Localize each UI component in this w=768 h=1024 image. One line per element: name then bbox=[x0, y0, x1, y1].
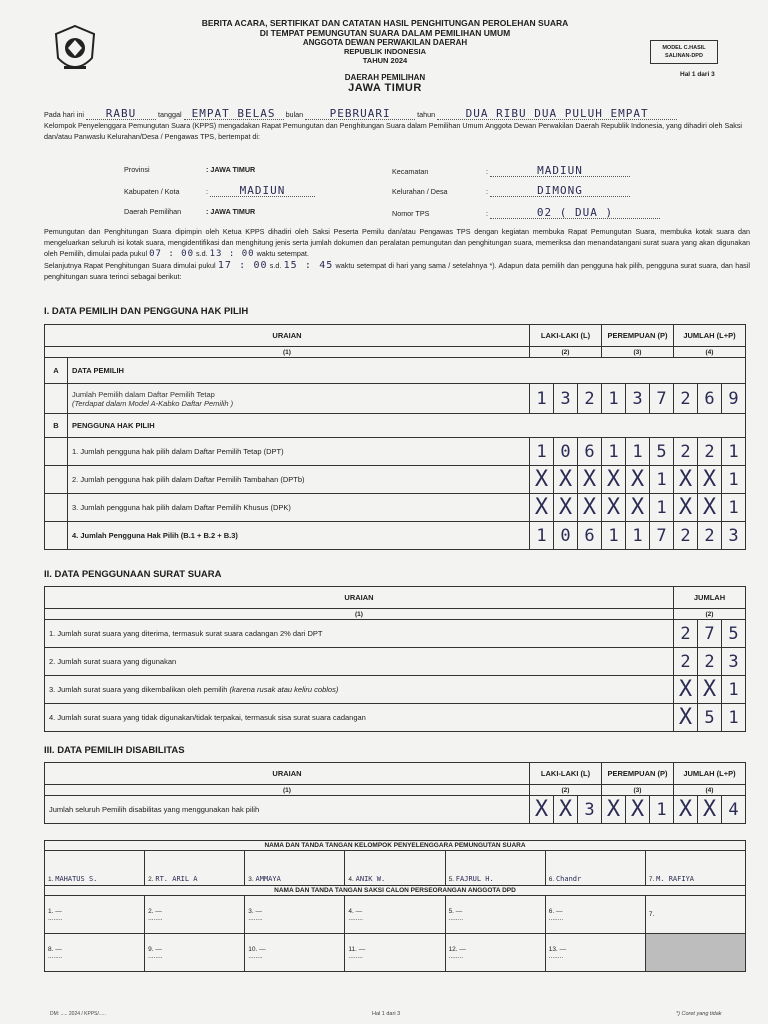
digit-cell: 6 bbox=[578, 438, 602, 466]
count-start-time: 17 : 00 bbox=[217, 260, 268, 271]
signature-name: RT. ARIL A bbox=[155, 875, 198, 883]
digit-cell: X bbox=[602, 796, 626, 824]
saksi-signature-2[interactable] bbox=[145, 896, 245, 934]
digit-cell: X bbox=[530, 494, 554, 522]
year-field: DUA RIBU DUA PULUH EMPAT bbox=[437, 108, 677, 120]
signature-dots: ........ bbox=[548, 914, 564, 922]
signature-number: 13. bbox=[548, 945, 558, 953]
digit-cell: X bbox=[674, 704, 698, 732]
signature-dots: ........ bbox=[448, 914, 464, 922]
waktu-label: waktu setempat. bbox=[256, 249, 309, 258]
dapil-row bbox=[124, 207, 255, 216]
intro-paragraph: Kelompok Penyelenggara Pemungutan Suara (KPPS) mengadakan Rapat Pemungutan dan Penghitungan Suara dalam Pemilihan Umum Anggota Dewan Perwakilan Daerah Republik Indonesia, yang dihadiri oleh Saksi dan/atau Panwaslu Kelurahan/Desa / Pengawas TPS, bertempat di: bbox=[44, 121, 743, 141]
section-1-table bbox=[44, 324, 746, 550]
digit-cell: X bbox=[626, 494, 650, 522]
signature-name: FAJRUL H. bbox=[455, 875, 494, 883]
digit-cell: 2 bbox=[674, 384, 698, 414]
kpps-signature-6[interactable] bbox=[545, 851, 645, 886]
surat-row-4-label: 4. Jumlah surat suara yang tidak digunakan/tidak terpakai, termasuk sisa surat suara cadangan bbox=[45, 704, 674, 732]
signature-number: 2. bbox=[148, 907, 154, 915]
desa-label: Kelurahan / Desa bbox=[392, 187, 448, 196]
signature-dash: — bbox=[555, 907, 563, 915]
signature-dots: ........ bbox=[548, 952, 564, 960]
signature-dots: ........ bbox=[148, 914, 163, 922]
digit-cell: X bbox=[578, 466, 602, 494]
row-b-title: PENGGUNA HAK PILIH bbox=[68, 414, 746, 438]
kecamatan-label: Kecamatan bbox=[392, 167, 429, 176]
signature-number: 4. bbox=[348, 876, 354, 883]
tps-value: 02 ( DUA ) bbox=[490, 207, 660, 219]
digit-cell: X bbox=[626, 796, 650, 824]
sd-label: s.d. bbox=[196, 249, 208, 258]
digit-cell: 3 bbox=[578, 796, 602, 824]
digit-cell: 7 bbox=[650, 384, 674, 414]
saksi-signature-5[interactable] bbox=[445, 896, 545, 934]
signature-dash: — bbox=[358, 945, 366, 953]
col-jumlah-2: JUMLAH bbox=[674, 587, 746, 609]
intro-text bbox=[44, 108, 744, 142]
kecamatan-value: MADIUN bbox=[490, 165, 630, 177]
digit-cell: X bbox=[554, 466, 578, 494]
signature-number: 10. bbox=[248, 945, 258, 953]
dapil-value: : JAWA TIMUR bbox=[206, 207, 256, 216]
row-b3-label: 3. Jumlah pengguna hak pilih dalam Daftar Pemilih Khusus (DPK) bbox=[68, 494, 530, 522]
digit-cell: X bbox=[626, 466, 650, 494]
digit-cell: 3 bbox=[554, 384, 578, 414]
count-text-2: waktu setempat di hari yang sama / setelahnya *). Adapun data pemilih dan pengguna hak pilih, pengguna surat suara, dan hasil penghitungan suara terinci sebagai berikut: bbox=[44, 261, 750, 281]
signature-dash: — bbox=[55, 907, 62, 915]
digit-cell: X bbox=[698, 466, 722, 494]
signature-dots: ........ bbox=[48, 914, 63, 922]
count-end-time: 15 : 45 bbox=[283, 260, 334, 271]
col-num-3: (3) bbox=[602, 347, 674, 358]
signature-dash: — bbox=[459, 945, 466, 953]
day-field: RABU bbox=[86, 108, 156, 120]
kpps-signature-1[interactable] bbox=[45, 851, 145, 886]
col-laki: LAKI-LAKI (L) bbox=[530, 325, 602, 347]
row-a1-line2: (Terdapat dalam Model A-Kabko Daftar Pemilih ) bbox=[72, 398, 234, 408]
signature-table bbox=[44, 840, 746, 972]
saksi-signature-blank bbox=[645, 934, 745, 972]
col-num-3: (3) bbox=[602, 785, 674, 796]
kpps-signature-4[interactable] bbox=[345, 851, 445, 886]
kpu-logo-icon bbox=[50, 22, 100, 78]
kecamatan-row: Kecamatan : MADIUN bbox=[392, 165, 630, 177]
digit-cell: X bbox=[674, 494, 698, 522]
digit-cell: 1 bbox=[650, 796, 674, 824]
saksi-signature-1[interactable] bbox=[45, 896, 145, 934]
kabupaten-value: MADIUN bbox=[210, 185, 315, 197]
desa-row: Kelurahan / Desa : DIMONG bbox=[392, 185, 630, 197]
digit-cell: 1 bbox=[530, 384, 554, 414]
signature-number: 6. bbox=[548, 876, 555, 883]
signature-name: ANIK W. bbox=[355, 875, 386, 883]
footer-page: Hal 1 dari 3 bbox=[372, 1011, 401, 1017]
intro-label-year: tahun bbox=[417, 110, 436, 119]
digit-cell: X bbox=[554, 494, 578, 522]
col-num-4: (4) bbox=[674, 347, 746, 358]
signature-number: 5. bbox=[448, 876, 454, 883]
section-2-title: II. DATA PENGGUNAAN SURAT SUARA bbox=[44, 569, 222, 580]
col-num-2: (2) bbox=[530, 347, 602, 358]
title-line-4: REPUBLIK INDONESIA bbox=[343, 47, 427, 56]
col-uraian-3: URAIAN bbox=[45, 763, 530, 785]
model-box bbox=[650, 40, 718, 64]
digit-cell: 1 bbox=[626, 438, 650, 466]
signature-number: 1. bbox=[48, 876, 54, 883]
kabupaten-label: Kabupaten / Kota bbox=[124, 187, 180, 196]
region-value: JAWA TIMUR bbox=[348, 82, 422, 94]
disabilitas-row-label: Jumlah seluruh Pemilih disabilitas yang menggunakan hak pilih bbox=[45, 796, 530, 824]
saksi-signature-3[interactable] bbox=[245, 896, 345, 934]
kpps-signature-2[interactable] bbox=[145, 851, 245, 886]
signature-name: AMMAYA bbox=[255, 875, 281, 883]
document-header bbox=[150, 18, 620, 94]
row-a1-label bbox=[68, 384, 530, 414]
digit-cell: 3 bbox=[722, 522, 746, 550]
col-num-2: (2) bbox=[530, 785, 602, 796]
digit-cell: 7 bbox=[698, 620, 722, 648]
signature-number: 5. bbox=[448, 907, 454, 915]
digit-cell: X bbox=[674, 796, 698, 824]
digit-cell: 1 bbox=[602, 438, 626, 466]
end-time: 13 : 00 bbox=[209, 249, 255, 259]
saksi-signature-12[interactable] bbox=[445, 934, 545, 972]
row-a1-line1: Jumlah Pemilih dalam Daftar Pemilih Tetap bbox=[72, 389, 215, 399]
tps-row: Nomor TPS : 02 ( DUA ) bbox=[392, 207, 660, 219]
digit-cell: 9 bbox=[722, 384, 746, 414]
row-a-title: DATA PEMILIH bbox=[68, 358, 746, 384]
signature-dots: ........ bbox=[48, 952, 63, 960]
intro-label-date: tanggal bbox=[157, 110, 182, 119]
signature-dash: — bbox=[355, 907, 363, 915]
col-perempuan-3: PEREMPUAN (P) bbox=[602, 763, 674, 785]
digit-cell: 1 bbox=[722, 466, 746, 494]
signature-number: 8. bbox=[48, 945, 54, 953]
row-b1-label: 1. Jumlah pengguna hak pilih dalam Daftar Pemilih Tetap (DPT) bbox=[68, 438, 530, 466]
signature-dash: — bbox=[259, 945, 266, 953]
saksi-signature-6[interactable] bbox=[545, 896, 645, 934]
kpps-signature-5[interactable] bbox=[445, 851, 545, 886]
col-num-1: (1) bbox=[45, 347, 530, 358]
procedure-text: Pemungutan dan Penghitungan Suara dipimpin oleh Ketua KPPS dihadiri oleh Saksi Peserta Pemilu dan/atau Pengawas TPS dengan kegiatan membuka Rapat Pemungutan Suara, membuka kotak suara dan mengeluarkan seluruh isi kotak suara, mengidentifikasi dan menghitung jenis serta jumlah dokumen dan peralatan pemungutan dan penghitungan suara, memeriksa dan menandatangani surat suara yang akan digunakan oleh Pemilih, dimulai pada pukul bbox=[44, 227, 750, 258]
section-3-table bbox=[44, 762, 746, 824]
saksi-signature-13[interactable] bbox=[545, 934, 645, 972]
col-num-1: (1) bbox=[45, 785, 530, 796]
digit-cell: 2 bbox=[674, 438, 698, 466]
saksi-signature-7[interactable] bbox=[645, 896, 745, 934]
model-line-2: SALINAN-DPD bbox=[665, 53, 703, 59]
digit-cell: 0 bbox=[554, 438, 578, 466]
signature-number: 11. bbox=[348, 945, 357, 953]
digit-cell: 1 bbox=[722, 704, 746, 732]
kabupaten-row: Kabupaten / Kota : MADIUN bbox=[124, 185, 315, 197]
signature-name: Chandr bbox=[555, 875, 582, 883]
kpps-signature-title: NAMA DAN TANDA TANGAN KELOMPOK PENYELENGGARA PEMUNGUTAN SUARA bbox=[45, 841, 746, 851]
intro-label-month: bulan bbox=[285, 110, 304, 119]
digit-cell: X bbox=[698, 796, 722, 824]
intro-label-day: Pada hari ini bbox=[44, 110, 84, 119]
signature-number: 6. bbox=[548, 907, 555, 915]
count-text: Selanjutnya Rapat Penghitungan Suara dimulai pukul bbox=[44, 261, 216, 270]
digit-cell: 2 bbox=[698, 438, 722, 466]
digit-cell: 0 bbox=[554, 522, 578, 550]
surat-row-3-note: (karena rusak atau keliru coblos) bbox=[229, 685, 339, 694]
signature-dots: ........ bbox=[248, 914, 263, 922]
page-number: Hal 1 dari 3 bbox=[680, 71, 715, 78]
footer-left: DM: ..... 2024 / KPPS/..... bbox=[50, 1011, 106, 1017]
digit-cell: X bbox=[698, 676, 722, 704]
digit-cell: 1 bbox=[722, 438, 746, 466]
col-laki-3: LAKI-LAKI (L) bbox=[530, 763, 602, 785]
title-line-3: ANGGOTA DEWAN PERWAKILAN DAERAH bbox=[302, 38, 468, 47]
digit-cell: 2 bbox=[578, 384, 602, 414]
digit-cell: 6 bbox=[578, 522, 602, 550]
digit-cell: 5 bbox=[722, 620, 746, 648]
digit-cell: 1 bbox=[602, 522, 626, 550]
digit-cell: 1 bbox=[626, 522, 650, 550]
digit-cell: 1 bbox=[530, 522, 554, 550]
digit-cell: X bbox=[674, 676, 698, 704]
row-b4-label: 4. Jumlah Pengguna Hak Pilih (B.1 + B.2 + B.3) bbox=[68, 522, 530, 550]
title-line-1: BERITA ACARA, SERTIFIKAT DAN CATATAN HASIL PENGHITUNGAN PEROLEHAN SUARA bbox=[201, 18, 569, 28]
signature-number: 2. bbox=[148, 876, 154, 883]
signature-dash: — bbox=[155, 945, 162, 953]
digit-cell: 3 bbox=[722, 648, 746, 676]
digit-cell: X bbox=[602, 466, 626, 494]
signature-dots: ........ bbox=[348, 952, 363, 960]
signature-dots: ........ bbox=[348, 914, 363, 922]
signature-number: 1. bbox=[48, 907, 54, 915]
col-perempuan: PEREMPUAN (P) bbox=[602, 325, 674, 347]
tps-label: Nomor TPS bbox=[392, 209, 430, 218]
signature-name: M. RAFIYA bbox=[656, 875, 695, 883]
digit-cell: 1 bbox=[602, 384, 626, 414]
col-num-2: (2) bbox=[674, 609, 746, 620]
desa-value: DIMONG bbox=[490, 185, 630, 197]
footer-note: *) Coret yang tidak bbox=[676, 1011, 722, 1017]
digit-cell: X bbox=[530, 466, 554, 494]
row-b-index: B bbox=[45, 414, 68, 438]
row-b2-label: 2. Jumlah pengguna hak pilih dalam Daftar Pemilih Tambahan (DPTb) bbox=[68, 466, 530, 494]
digit-cell: 5 bbox=[650, 438, 674, 466]
digit-cell: 6 bbox=[698, 384, 722, 414]
digit-cell: X bbox=[554, 796, 578, 824]
sd-label-2: s.d. bbox=[269, 261, 282, 270]
digit-cell: 1 bbox=[650, 466, 674, 494]
col-uraian-2: URAIAN bbox=[45, 587, 674, 609]
col-jumlah-3: JUMLAH (L+P) bbox=[674, 763, 746, 785]
surat-row-1-label: 1. Jumlah surat suara yang diterima, termasuk surat suara cadangan 2% dari DPT bbox=[45, 620, 674, 648]
digit-cell: X bbox=[578, 494, 602, 522]
provinsi-value: : JAWA TIMUR bbox=[206, 165, 256, 174]
month-field: PEBRUARI bbox=[305, 108, 415, 120]
signature-number: 4. bbox=[348, 907, 354, 915]
row-a-index: A bbox=[45, 358, 68, 384]
saksi-signature-9[interactable] bbox=[145, 934, 245, 972]
digit-cell: 2 bbox=[698, 522, 722, 550]
digit-cell: X bbox=[674, 466, 698, 494]
signature-number: 3. bbox=[248, 876, 254, 883]
digit-cell: 4 bbox=[722, 796, 746, 824]
saksi-signature-4[interactable] bbox=[345, 896, 445, 934]
saksi-signature-11[interactable] bbox=[345, 934, 445, 972]
signature-dots: ........ bbox=[448, 952, 464, 960]
title-line-2: DI TEMPAT PEMUNGUTAN SUARA DALAM PEMILIHAN UMUM bbox=[259, 28, 511, 38]
signature-name: MAHATUS S. bbox=[55, 875, 98, 883]
digit-cell: X bbox=[530, 796, 554, 824]
dapil-label: Daerah Pemilihan bbox=[124, 207, 182, 216]
signature-number: 12. bbox=[448, 945, 458, 953]
col-uraian: URAIAN bbox=[45, 325, 530, 347]
surat-row-3-label bbox=[45, 676, 674, 704]
signature-dash: — bbox=[55, 945, 62, 953]
saksi-signature-8[interactable] bbox=[45, 934, 145, 972]
signature-dash: — bbox=[455, 907, 463, 915]
kpps-signature-7[interactable] bbox=[645, 851, 745, 886]
digit-cell: 5 bbox=[698, 704, 722, 732]
start-time: 07 : 00 bbox=[149, 249, 195, 259]
signature-dash: — bbox=[155, 907, 162, 915]
model-line-1: MODEL C.HASIL bbox=[662, 45, 706, 51]
digit-cell: 2 bbox=[674, 522, 698, 550]
digit-cell: 7 bbox=[650, 522, 674, 550]
saksi-signature-title: NAMA DAN TANDA TANGAN SAKSI CALON PERSEORANGAN ANGGOTA DPD bbox=[45, 886, 746, 896]
col-jumlah: JUMLAH (L+P) bbox=[674, 325, 746, 347]
digit-cell: 1 bbox=[722, 676, 746, 704]
digit-cell: 1 bbox=[650, 494, 674, 522]
title-line-5: TAHUN 2024 bbox=[362, 56, 408, 65]
col-num-1: (1) bbox=[45, 609, 674, 620]
signature-number: 7. bbox=[648, 911, 655, 918]
signature-dash: — bbox=[559, 945, 567, 953]
section-2-table bbox=[44, 586, 746, 732]
signature-dash: — bbox=[255, 907, 263, 915]
region-label: DAERAH PEMILIHAN bbox=[344, 73, 426, 82]
date-field: EMPAT BELAS bbox=[184, 108, 284, 120]
provinsi-label: Provinsi bbox=[124, 165, 150, 174]
digit-cell: 3 bbox=[626, 384, 650, 414]
col-num-4: (4) bbox=[674, 785, 746, 796]
signature-number: 7. bbox=[648, 876, 655, 883]
signature-dots: ........ bbox=[248, 952, 263, 960]
digit-cell: 1 bbox=[722, 494, 746, 522]
digit-cell: X bbox=[602, 494, 626, 522]
digit-cell: 1 bbox=[530, 438, 554, 466]
surat-row-3-text: 3. Jumlah surat suara yang dikembalikan oleh pemilih bbox=[49, 685, 228, 694]
signature-number: 9. bbox=[148, 945, 154, 953]
provinsi-row bbox=[124, 165, 255, 174]
digit-cell: 2 bbox=[674, 620, 698, 648]
signature-number: 3. bbox=[248, 907, 254, 915]
procedure-paragraph bbox=[44, 226, 750, 282]
digit-cell: X bbox=[698, 494, 722, 522]
saksi-signature-10[interactable] bbox=[245, 934, 345, 972]
kpps-signature-3[interactable] bbox=[245, 851, 345, 886]
surat-row-2-label: 2. Jumlah surat suara yang digunakan bbox=[45, 648, 674, 676]
section-1-title: I. DATA PEMILIH DAN PENGGUNA HAK PILIH bbox=[44, 306, 249, 317]
signature-dots: ........ bbox=[148, 952, 163, 960]
section-3-title: III. DATA PEMILIH DISABILITAS bbox=[44, 745, 185, 756]
digit-cell: 2 bbox=[674, 648, 698, 676]
digit-cell: 2 bbox=[698, 648, 722, 676]
